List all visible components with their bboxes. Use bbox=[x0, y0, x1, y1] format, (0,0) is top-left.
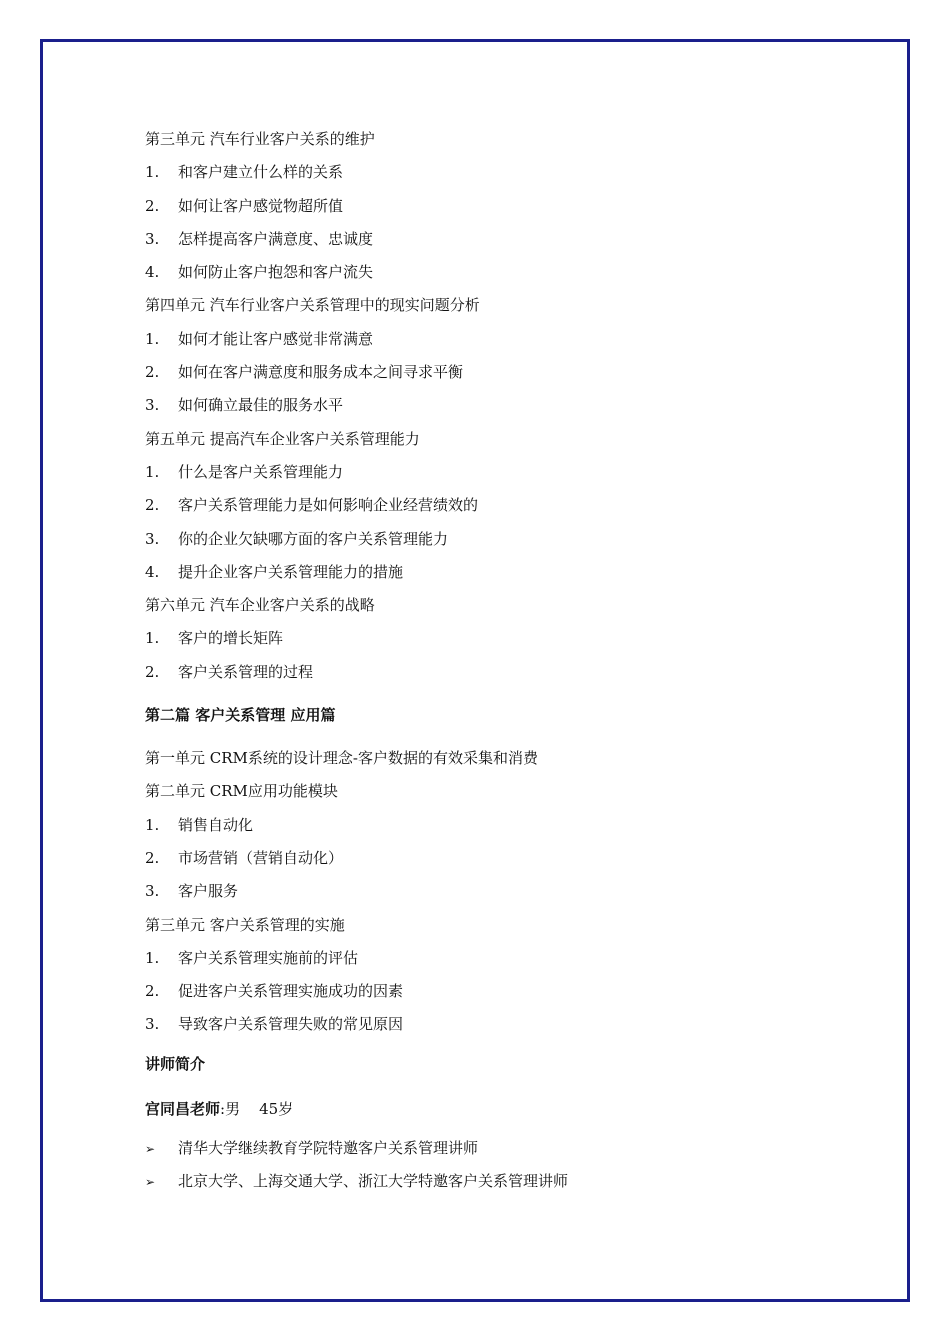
lecturer-info bbox=[145, 1087, 890, 1132]
item-text: 你的企业欠缺哪方面的客户关系管理能力 bbox=[178, 529, 449, 548]
item-number: 1. bbox=[145, 629, 160, 648]
item-text: 提升企业客户关系管理能力的措施 bbox=[178, 562, 404, 581]
document-content bbox=[145, 123, 890, 1198]
list-item bbox=[145, 875, 890, 908]
item-text: 市场营销（营销自动化） bbox=[178, 848, 344, 867]
unit-title: 第三单元 汽车行业客户关系的维护 bbox=[145, 130, 375, 148]
unit-title: 第三单元 客户关系管理的实施 bbox=[145, 915, 345, 934]
list-item bbox=[145, 556, 890, 589]
lecturer-name: 宫同昌老师 bbox=[145, 1099, 221, 1118]
list-item bbox=[145, 323, 890, 356]
bio-text: 清华大学继续教育学院特邀客户关系管理讲师 bbox=[178, 1138, 479, 1157]
arrow-bullet-icon: ➢ bbox=[145, 1175, 156, 1190]
list-item bbox=[145, 942, 890, 975]
item-text: 客户的增长矩阵 bbox=[178, 629, 284, 648]
item-number: 3. bbox=[145, 882, 160, 901]
list-item bbox=[145, 809, 890, 842]
bio-bullet-item bbox=[145, 1165, 890, 1198]
item-text: 和客户建立什么样的关系 bbox=[178, 163, 344, 182]
item-number: 1. bbox=[145, 329, 160, 348]
list-item bbox=[145, 1008, 890, 1041]
list-item bbox=[145, 190, 890, 223]
unit-title: 第六单元 汽车企业客户关系的战略 bbox=[145, 596, 375, 615]
item-text: 如何防止客户抱怨和客户流失 bbox=[178, 263, 374, 282]
item-number: 4. bbox=[145, 562, 160, 581]
lecturer-heading: 讲师简介 bbox=[145, 1054, 206, 1073]
list-item bbox=[145, 489, 890, 522]
item-text: 导致客户关系管理失败的常见原因 bbox=[178, 1015, 404, 1034]
item-text: 如何确立最佳的服务水平 bbox=[178, 396, 344, 415]
list-item bbox=[145, 656, 890, 689]
item-number: 1. bbox=[145, 948, 160, 967]
item-text: 客户服务 bbox=[178, 882, 239, 901]
list-item bbox=[145, 975, 890, 1008]
item-number: 3. bbox=[145, 529, 160, 548]
bio-bullet-item bbox=[145, 1132, 890, 1165]
item-text: 促进客户关系管理实施成功的因素 bbox=[178, 982, 404, 1001]
list-item bbox=[145, 456, 890, 489]
list-item bbox=[145, 156, 890, 189]
part-title: 第二篇 客户关系管理 应用篇 bbox=[145, 706, 336, 725]
lecturer-details: :男 45岁 bbox=[220, 1099, 294, 1118]
item-number: 3. bbox=[145, 229, 160, 248]
unit-title: 第一单元 CRM系统的设计理念-客户数据的有效采集和消费 bbox=[145, 749, 538, 768]
list-item bbox=[145, 389, 890, 422]
item-number: 2. bbox=[145, 982, 160, 1001]
arrow-bullet-icon: ➢ bbox=[145, 1141, 156, 1156]
list-item bbox=[145, 256, 890, 289]
item-text: 客户关系管理实施前的评估 bbox=[178, 948, 359, 967]
item-number: 1. bbox=[145, 163, 160, 182]
item-text: 销售自动化 bbox=[178, 815, 254, 834]
item-number: 1. bbox=[145, 815, 160, 834]
list-item bbox=[145, 523, 890, 556]
list-item bbox=[145, 622, 890, 655]
item-text: 如何让客户感觉物超所值 bbox=[178, 196, 344, 215]
item-number: 2. bbox=[145, 662, 160, 681]
item-number: 2. bbox=[145, 496, 160, 515]
item-text: 客户关系管理的过程 bbox=[178, 662, 314, 681]
item-text: 如何在客户满意度和服务成本之间寻求平衡 bbox=[178, 363, 464, 382]
list-item bbox=[145, 842, 890, 875]
item-number: 1. bbox=[145, 462, 160, 481]
item-number: 2. bbox=[145, 196, 160, 215]
list-item bbox=[145, 356, 890, 389]
item-text: 什么是客户关系管理能力 bbox=[178, 462, 344, 481]
unit-title: 第二单元 CRM应用功能模块 bbox=[145, 782, 338, 801]
bio-text: 北京大学、上海交通大学、浙江大学特邀客户关系管理讲师 bbox=[178, 1172, 569, 1191]
unit-title: 第五单元 提高汽车企业客户关系管理能力 bbox=[145, 429, 420, 448]
list-item bbox=[145, 223, 890, 256]
unit-title: 第四单元 汽车行业客户关系管理中的现实问题分析 bbox=[145, 296, 480, 315]
item-number: 4. bbox=[145, 263, 160, 282]
item-number: 3. bbox=[145, 396, 160, 415]
item-text: 怎样提高客户满意度、忠诚度 bbox=[178, 229, 374, 248]
item-number: 3. bbox=[145, 1015, 160, 1034]
item-text: 如何才能让客户感觉非常满意 bbox=[178, 329, 374, 348]
item-text: 客户关系管理能力是如何影响企业经营绩效的 bbox=[178, 496, 479, 515]
item-number: 2. bbox=[145, 363, 160, 382]
item-number: 2. bbox=[145, 848, 160, 867]
